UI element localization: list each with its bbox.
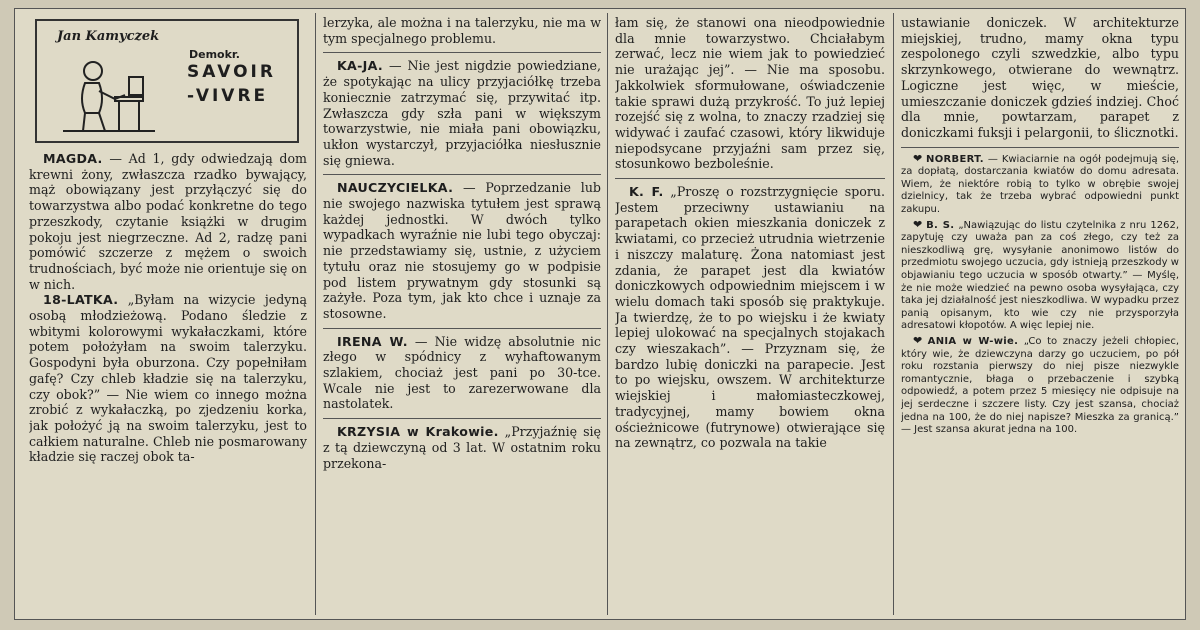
column-3 xyxy=(615,15,885,613)
letter-reply xyxy=(323,424,601,471)
correspondent-name: 18-LATKA. xyxy=(43,292,119,308)
continued-text: ustawianie doniczek. W architekturze miejskiej, trudno, mamy okna typu zespolonego czyli szwedzkie, albo typu skrzynkowego, otwierane do wewnątrz. Logiczne jest więc, w mieście, umieszczanie doniczek gdzieś indziej. Choć dla mnie, powtarzam, parapet z doniczkami fuksji i pelargonii, to ślicznotki. xyxy=(901,15,1179,140)
column-4 xyxy=(901,15,1179,613)
correspondent-name: KA-JA. xyxy=(337,58,383,74)
correspondent-name: ANIA w W-wie. xyxy=(927,335,1019,347)
correspondent-name: KRZYSIA w Krakowie. xyxy=(337,424,499,440)
reply-text: — Nie widzę absolutnie nic złego w spódnicy z wyhaftowanym szlakiem, chociaż jest pani po 30-tce. Wcale nie jest to zarezerwowane dla nastolatek. xyxy=(323,333,601,412)
newspaper-column-page xyxy=(14,8,1186,620)
writing-man-illustration-icon xyxy=(55,51,175,139)
letter-reply xyxy=(901,335,1179,437)
column-1 xyxy=(29,15,307,613)
correspondent-name: IRENA W. xyxy=(337,333,408,349)
continued-text: łam się, że stanowi ona nieodpowiednie dla mnie towarzystwo. Chciałabym zerwać, lecz nie wiem jak to powiedzieć nie urażając jej”. — Nie ma sposobu. Jakkolwiek sformułowane, oświadczenie takie sprawi dużą przykrość. To już lepiej rozejść się z wolna, to znaczy rzadziej się widywać i zaufać czasowi, który likwiduje niepodsycane przyjaźni sam przez się, stosunkowo bezboleśnie. xyxy=(615,15,885,172)
correspondent-name: MAGDA. xyxy=(43,151,103,166)
masthead-title-line-1: SAVOIR xyxy=(187,62,276,82)
column-rule xyxy=(893,13,894,615)
letter-reply xyxy=(901,219,1179,333)
reply-text: „Co to znaczy jeżeli chłopiec, który wie, że dziewczyna darzy go uczuciem, po pół roku rozstania pierwszy do niej pisze niezwykle romantycznie, błaga o przebaczenie i szybką odpowiedź, a potem przez 5 miesięcy nie odpisuje na jej serdeczne i szczere listy. Czy jest szansa, chociaż jedna na 100, że do niej napisze? Mieszka za granicą.” — Jest szansa akurat jedna na 100. xyxy=(901,335,1179,436)
column-2 xyxy=(323,15,601,613)
heart-icon: ❤ xyxy=(913,151,924,165)
masthead-box xyxy=(35,19,299,143)
reply-text: — Poprzedzanie lub nie swojego nazwiska tytułem jest sprawą każdej jednostki. W dwóch tylko wypadkach wyraźnie nie lubi tego obyczaj: nie przedstawiamy się, ustnie, z użyciem tytułu oraz nie stosujemy go w podpisie pod listem prywatnym gdy stosunki są zażyłe. Poza tym, jak kto chce i uznaje za stosowne. xyxy=(323,180,601,321)
reply-text: „Byłam na wizycie jedyną osobą młodzieżową. Podano śledzie z wbitymi kolorowymi wykałaczkami, które potem położyłam na swoim talerzyku. Gospodyni była oburzona. Czy popełniłam gafę? Czy chleb kładzie się na talerzyku, czy obok?” — Nie wiem co innego można zrobić z wykałaczką, po zjedzeniu korka, jak położyć ją na swoim talerzyku, jest to całkiem naturalne. Chleb nie posmarowany kładzie się raczej obok ta- xyxy=(29,292,307,465)
heart-icon: ❤ xyxy=(913,333,925,347)
masthead-subtitle: Demokr. xyxy=(189,48,240,61)
correspondent-name: K. F. xyxy=(629,184,664,200)
heart-icon: ❤ xyxy=(913,217,924,231)
masthead-title-line-2: -VIVRE xyxy=(187,86,269,106)
reply-divider xyxy=(323,418,601,419)
reply-divider xyxy=(323,174,601,175)
author-name: Jan Kamyczek xyxy=(57,29,160,44)
column-rule xyxy=(315,13,316,615)
letter-reply xyxy=(901,153,1179,217)
reply-text: — Kwiaciarnie na ogół podejmują się, za dopłatą, dostarczania kwiatów do domu adresata. Wiem, że niektóre robią to tylko w obrębie swojej dzielnicy, tak że trzeba wybrać odpowiedni punkt zakupu. xyxy=(901,153,1179,215)
letter-reply xyxy=(29,292,307,465)
letter-reply xyxy=(615,184,885,451)
reply-divider xyxy=(615,178,885,179)
reply-text: „Przyjaźnię się z tą dziewczyną od 3 lat. W ostatnim roku przekona- xyxy=(323,424,601,471)
reply-text: „Nawiązując do listu czytelnika z nru 1262, zapytuję czy uważa pan za coś złego, czy też za nieszkodliwą grę, wysyłanie anonimowo listów do przedmiotu swojego uczucia, gdy istnieją przeszkody w objawianiu tego uczucia w sposób otwarty.” — Myślę, że nie może wiedzieć na pewno osoba wysyłająca, czy taka jej działalność jest nieszkodliwa. W wypadku przez panią opisanym, kto wie czy nie przysporzyła adresatowi kłopotów. A więc lepiej nie. xyxy=(901,219,1179,332)
letter-reply xyxy=(323,180,601,321)
reply-text: — Nie jest nigdzie powiedziane, że spotykając na ulicy przyjaciółkę trzeba koniecznie zatrzymać się, przywitać itp. Zwłaszcza gdy szła pani w większym towarzystwie, nie miała pani obowiązku, ukłon wystarczył, przyjaciółka niesłusznie się gniewa. xyxy=(323,58,601,168)
reply-divider xyxy=(323,328,601,329)
short-replies xyxy=(901,153,1179,437)
correspondent-name: NORBERT. xyxy=(926,153,984,165)
letter-reply xyxy=(323,334,601,413)
correspondent-name: B. S. xyxy=(926,219,955,231)
reply-divider xyxy=(323,52,601,53)
correspondent-name: NAUCZYCIELKA. xyxy=(337,180,454,196)
letter-reply xyxy=(29,151,307,292)
continued-text: lerzyka, ale można i na talerzyku, nie ma w tym specjalnego problemu. xyxy=(323,15,601,46)
column-rule xyxy=(607,13,608,615)
reply-divider xyxy=(901,147,1179,148)
reply-text: „Proszę o rozstrzygnięcie sporu. Jestem przeciwny ustawianiu na parapetach okien mieszkania doniczek z kwiatami, co przecież utrudnia wietrzenie i niszczy malaturę. Żona natomiast jest zdania, że parapet jest dla kwiatów doniczkowych odpowiednim miejscem i w wielu domach taki sposób się praktykuje. Ja twierdzę, że to po wiejsku i że kwiaty lepiej ulokować na specjalnych stojakach czy wieszakach”. — Przyznam się, że bardzo lubię doniczki na parapecie. Jest to po wiejsku, owszem. W architekturze wiejskiej i małomiasteczkowej, tradycyjnej, mamy bowiem okna ościeżnicowe (futrynowe) otwierające się na zewnątrz, co pozwala na takie xyxy=(615,184,885,451)
letter-reply xyxy=(323,58,601,168)
reply-text: — Ad 1, gdy odwiedzają dom krewni żony, zwłaszcza rzadko bywający, mąż obowiązany jest przyłączyć się do towarzystwa albo podać konkretne do tego przeszkody, czytanie książki w drugim pokoju jest niegrzeczne. Ad 2, radzę pani pomówić szczerze z mężem o swoich trudnościach, być może nie orientuje się on w nich. xyxy=(29,151,307,292)
